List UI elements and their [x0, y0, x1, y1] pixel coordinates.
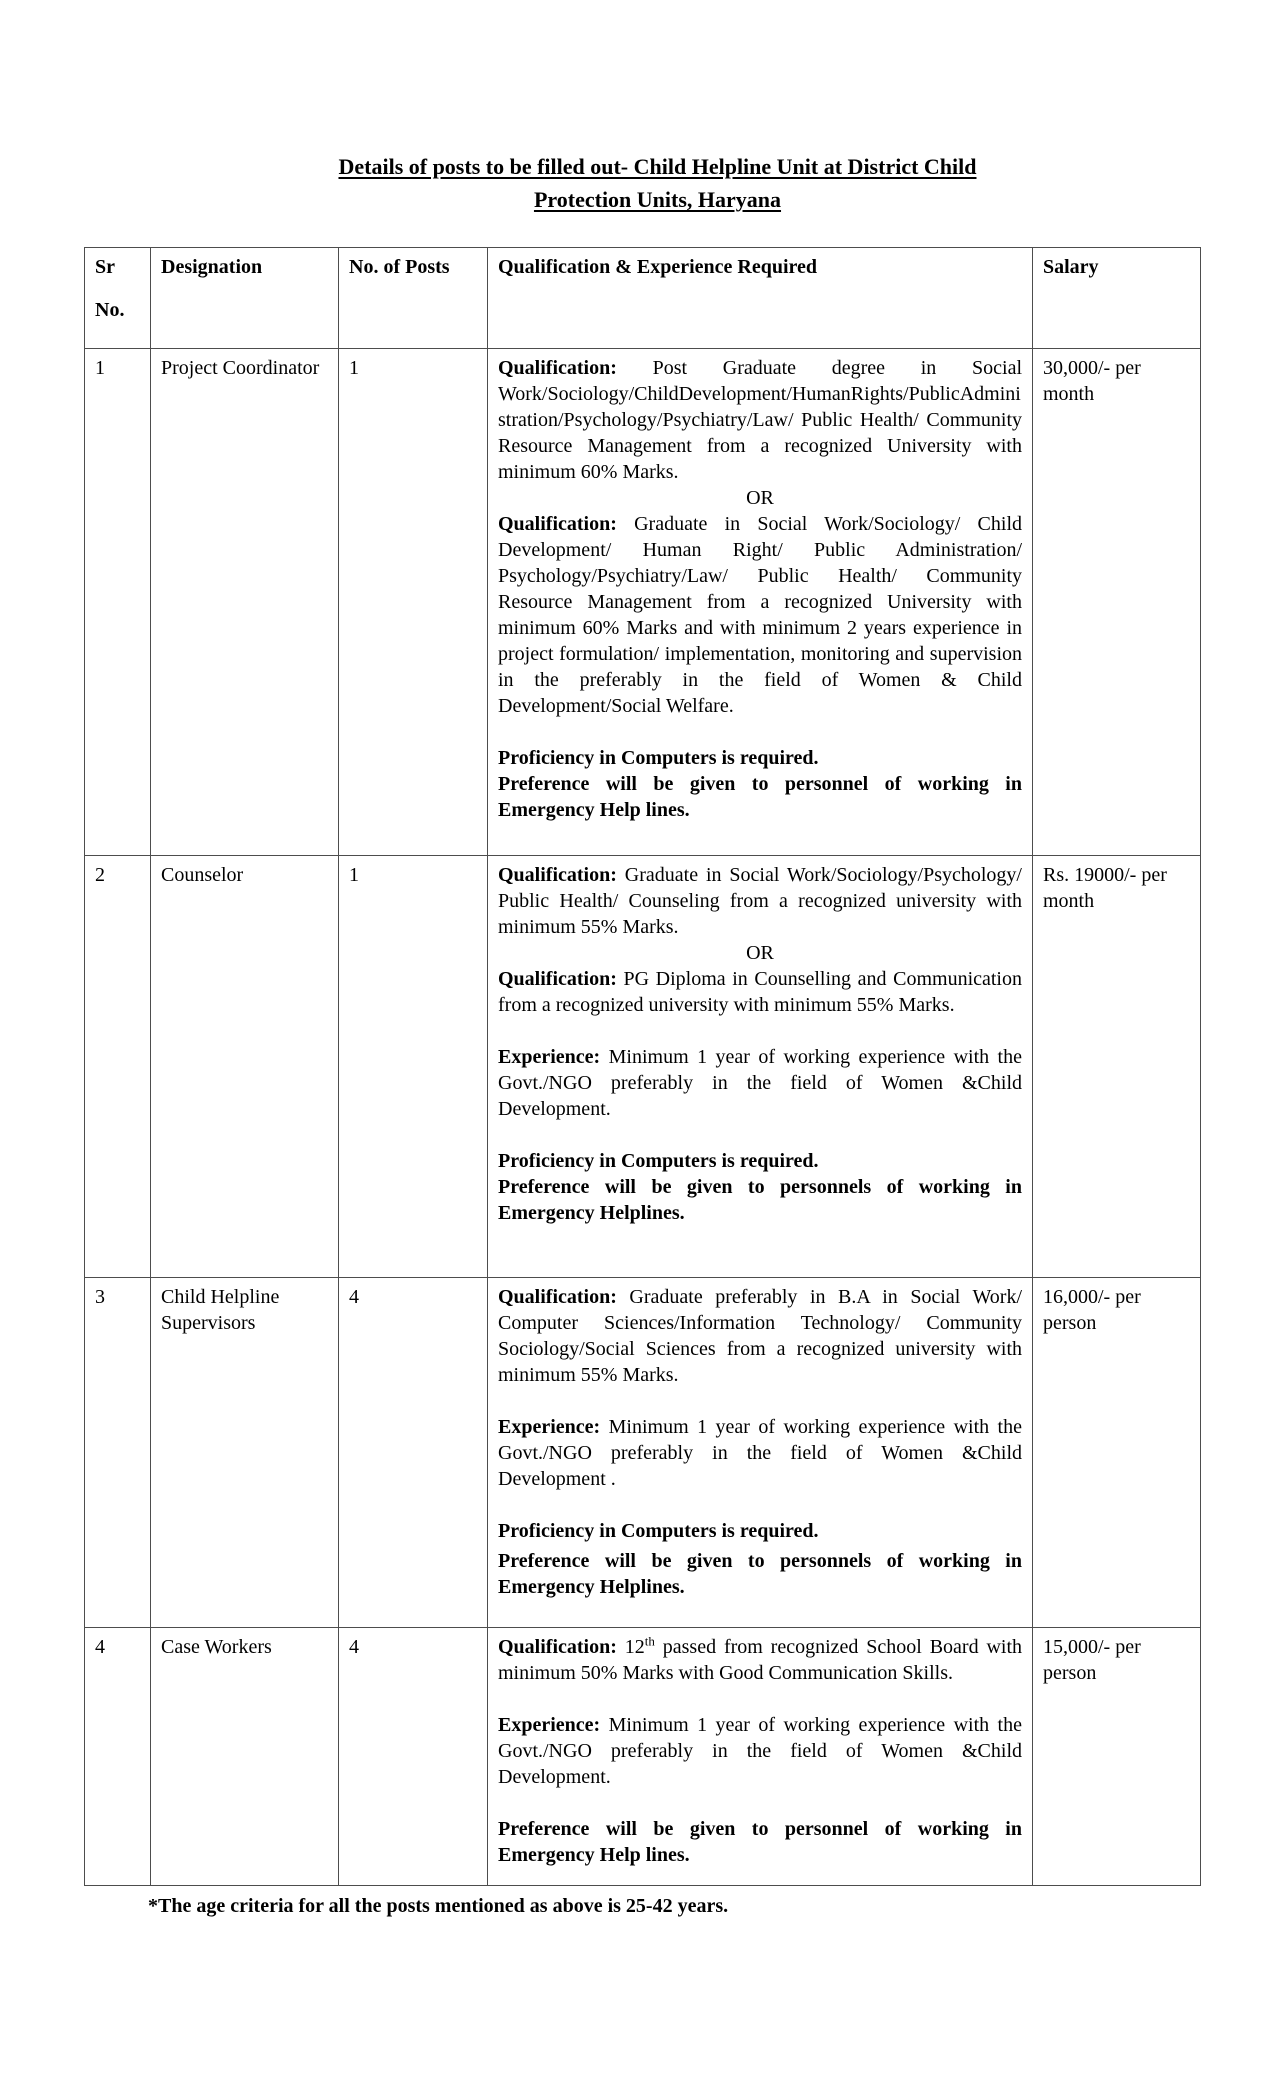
proficiency-note: Proficiency in Computers is required. [498, 1520, 819, 1542]
salary-cell: 15,000/- per person [1033, 1628, 1201, 1886]
salary-cell: 16,000/- per person [1033, 1278, 1201, 1628]
qualification-label: Qualification: [498, 864, 617, 886]
posts-table [84, 247, 1201, 1886]
qualification-text: Graduate preferably in B.A in Social Work/ Computer Sciences/Information Technology/ Community Sociology/Social Sciences from a recognized university with minimum 55% Marks. [498, 1286, 1022, 1386]
title-line-2: Protection Units, Haryana [533, 187, 782, 212]
qualification-label: Qualification: [498, 968, 617, 990]
experience-label: Experience: [498, 1416, 601, 1438]
header-sr-line1: Sr [95, 256, 115, 278]
age-criteria-note: *The age criteria for all the posts mentioned as above is 25-42 years. [148, 1895, 729, 1917]
table-header-row [85, 248, 1201, 349]
table-row [85, 349, 1201, 856]
qualification-label: Qualification: [498, 513, 617, 535]
posts-cell: 1 [339, 856, 488, 1278]
experience-paragraph [498, 1414, 1022, 1492]
qualification-text: passed from recognized School Board with minimum 50% Marks with Good Communication Skills. [498, 1636, 1022, 1684]
sr-cell: 2 [85, 856, 151, 1278]
document-title [80, 150, 1235, 216]
qualification-cell [488, 349, 1033, 856]
proficiency-note: Proficiency in Computers is required. [498, 1150, 819, 1172]
qualification-cell [488, 1628, 1033, 1886]
designation-cell: Child Helpline Supervisors [151, 1278, 339, 1628]
qualification-label: Qualification: [498, 357, 617, 379]
experience-label: Experience: [498, 1046, 601, 1068]
salary-cell: Rs. 19000/- per month [1033, 856, 1201, 1278]
experience-text: Minimum 1 year of working experience with the Govt./NGO preferably in the field of Women &Child Development. [498, 1714, 1022, 1788]
qualification-text: PG Diploma in Counselling and Communication from a recognized university with minimum 55% Marks. [498, 968, 1022, 1016]
proficiency-note: Proficiency in Computers is required. [498, 747, 819, 769]
designation-cell: Counselor [151, 856, 339, 1278]
experience-label: Experience: [498, 1714, 601, 1736]
header-qualification: Qualification & Experience Required [488, 248, 1033, 349]
experience-text: Minimum 1 year of working experience with the Govt./NGO preferably in the field of Women &Child Development . [498, 1416, 1022, 1490]
title-line-1: Details of posts to be filled out- Child Helpline Unit at District Child [338, 154, 977, 179]
header-sr-line2: No. [95, 299, 125, 321]
preference-note: Preference will be given to personnel of working in Emergency Help lines. [498, 773, 1022, 821]
header-no-of-posts: No. of Posts [339, 248, 488, 349]
salary-cell: 30,000/- per month [1033, 349, 1201, 856]
experience-text: Minimum 1 year of working experience with the Govt./NGO preferably in the field of Women &Child Development. [498, 1046, 1022, 1120]
qualification-text: Graduate in Social Work/Sociology/ Child Development/ Human Right/ Public Administration/ Psychology/Psychiatry/Law/ Public Health/ Community Resource Management from a recognized University with minimum 60% Marks and with minimum 2 years experience in project formulation/ implementation, monitoring and supervision in the preferably in the field of Women & Child Development/Social Welfare. [498, 513, 1022, 717]
experience-paragraph [498, 1044, 1022, 1122]
qualification-paragraph [498, 862, 1022, 940]
header-sr-no [85, 248, 151, 349]
qualification-paragraph [498, 1284, 1022, 1388]
sr-cell: 1 [85, 349, 151, 856]
qualification-paragraph [498, 966, 1022, 1018]
table-row [85, 1278, 1201, 1628]
posts-cell: 1 [339, 349, 488, 856]
designation-cell: Project Coordinator [151, 349, 339, 856]
preference-note: Preference will be given to personnels of working in Emergency Helplines. [498, 1176, 1022, 1224]
posts-cell: 4 [339, 1628, 488, 1886]
qualification-text: Post Graduate degree in Social Work/Sociology/ChildDevelopment/HumanRights/PublicAdministration/Psychology/Psychiatry/Law/ Public Health/ Community Resource Management from a recognized University with minimum 60% Marks. [498, 357, 1022, 483]
qualification-cell [488, 856, 1033, 1278]
sr-cell: 3 [85, 1278, 151, 1628]
qualification-text: Graduate in Social Work/Sociology/Psychology/ Public Health/ Counseling from a recognized university with minimum 55% Marks. [498, 864, 1022, 938]
header-designation: Designation [151, 248, 339, 349]
qualification-cell [488, 1278, 1033, 1628]
qualification-paragraph [498, 355, 1022, 485]
table-row [85, 1628, 1201, 1886]
header-salary: Salary [1033, 248, 1201, 349]
qualification-paragraph [498, 511, 1022, 719]
table-row [85, 856, 1201, 1278]
sr-cell: 4 [85, 1628, 151, 1886]
preference-note: Preference will be given to personnel of working in Emergency Help lines. [498, 1818, 1022, 1866]
qualification-label: Qualification: [498, 1286, 617, 1308]
qualification-paragraph [498, 1634, 1022, 1686]
preference-note: Preference will be given to personnels of working in Emergency Helplines. [498, 1550, 1022, 1598]
or-separator: OR [746, 487, 774, 509]
experience-paragraph [498, 1712, 1022, 1790]
qualification-label: Qualification: [498, 1636, 617, 1658]
posts-cell: 4 [339, 1278, 488, 1628]
or-separator: OR [746, 942, 774, 964]
designation-cell: Case Workers [151, 1628, 339, 1886]
ordinal-superscript: th [644, 1633, 655, 1649]
qualification-text: 12 [616, 1636, 645, 1658]
